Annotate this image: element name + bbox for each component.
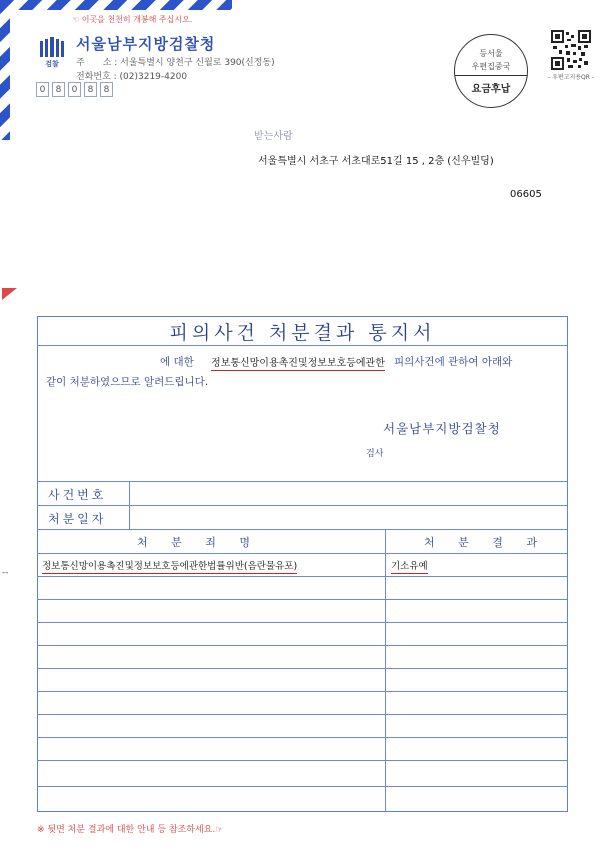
- intro-crime-name: 정보통신망이용촉진및정보보호등에관한: [211, 354, 385, 371]
- airmail-stripe-left: [0, 0, 10, 140]
- stamp-line2: 우편집중국: [471, 62, 511, 71]
- sender-phone: 전화번호 : (02)3219-4200: [76, 72, 188, 82]
- prosecutor-office: 서울남부지방검찰청: [383, 421, 501, 436]
- stamp-line1: 등서울: [479, 49, 503, 58]
- crime-column-header: 처 분 죄 명: [137, 536, 260, 549]
- airmail-stripe-top: [0, 0, 232, 10]
- sender-address: 주 소 : 서울특별시 양천구 신월로 390(신정동): [76, 58, 275, 68]
- crime-name-cell: 정보통신망이용촉진및정보보호등에관한법률위반(음란물유포): [42, 558, 297, 574]
- zip-digit: 8: [100, 82, 113, 97]
- open-notice: ☜ 이곳을 천천히 개봉해 주십시오.: [72, 15, 193, 24]
- footnote: ※ 뒷면 처분 결과에 대한 안내 등 참조하세요.☞: [37, 825, 224, 835]
- intro-line2: 같이 처분하였으므로 알려드립니다.: [46, 376, 209, 388]
- fold-marker-icon: [2, 288, 17, 300]
- zip-digit: 0: [68, 82, 81, 97]
- intro-prefix: 에 대한: [160, 356, 194, 368]
- qr-label: - 우편고지용QR -: [548, 74, 595, 81]
- recipient-zip: 06605: [510, 189, 542, 200]
- stamp-postage-paid: 요금후납: [471, 84, 511, 95]
- side-mark: --: [2, 568, 9, 578]
- logo-text: 검찰: [45, 60, 59, 68]
- prosecution-logo-icon: [38, 37, 66, 71]
- qr-code-icon: [551, 30, 591, 70]
- zip-digit: 8: [84, 82, 97, 97]
- sender-name: 서울남부지방검찰청: [76, 35, 216, 53]
- prosecutor-label: 검사: [366, 449, 384, 459]
- postage-stamp: [454, 34, 528, 108]
- form-title: 피의사건 처분결과 통지서: [169, 322, 436, 344]
- result-cell: 기소유예: [391, 558, 428, 574]
- case-number-label: 사건번호: [48, 488, 107, 502]
- zip-digit: 8: [52, 82, 65, 97]
- intro-suffix: 피의사건에 관하여 아래와: [394, 356, 513, 368]
- sender-zip-boxes: [36, 82, 113, 97]
- disposition-date-label: 처분일자: [48, 512, 107, 526]
- recipient-address: 서울특별시 서초구 서초대로51길 15 , 2층 (신우빌딩): [258, 156, 494, 167]
- result-column-header: 처 분 결 과: [424, 536, 547, 549]
- zip-digit: 0: [36, 82, 49, 97]
- recipient-label: 받는사람: [254, 131, 293, 142]
